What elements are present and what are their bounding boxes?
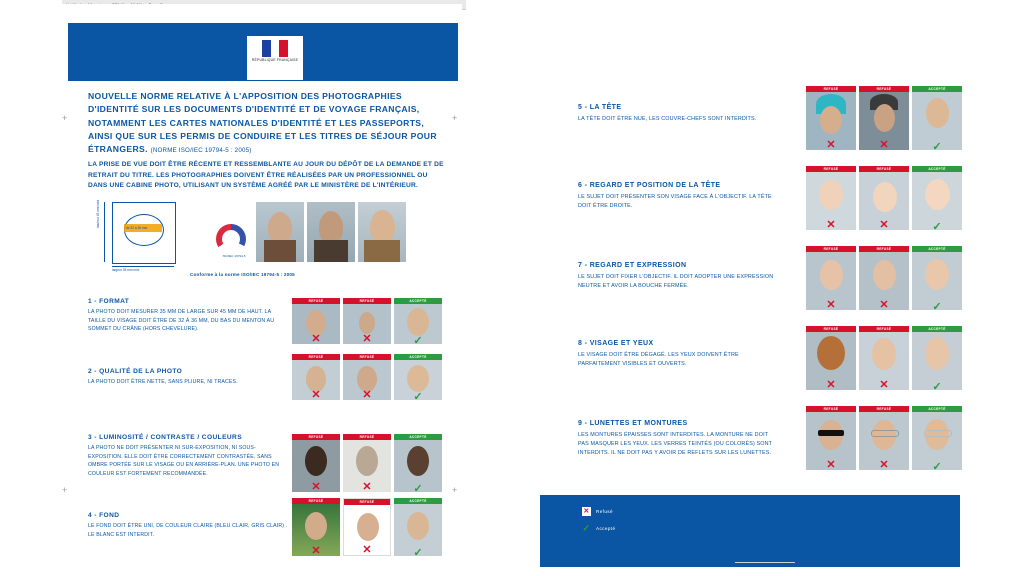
photo-rejected xyxy=(859,86,909,150)
legend-item-rejected xyxy=(582,507,613,516)
crop-mark: + xyxy=(452,485,458,495)
section-1-format xyxy=(88,298,288,334)
photo-tag: REFUSÉ xyxy=(859,326,909,332)
section-4-photo-row xyxy=(292,498,442,556)
photo-accepted xyxy=(394,354,442,400)
intro-paragraph: LA PRISE DE VUE DOIT ÊTRE RÉCENTE ET RESSEMBLANTE AU JOUR DU DÉPÔT DE LA DEMANDE ET DE RETRAIT DU TITRE. LES PHOTOGRAPHIES DOIVENT ÊTRE RÉALISÉES PAR UN PROFESSIONNEL OU DANS UNE CABINE PHOTO, UTILISANT UN SYSTÈME AGRÉÉ PAR LE MINISTÈRE DE L'INTÉRIEUR. xyxy=(88,161,444,190)
section-5-head xyxy=(578,104,778,124)
crop-mark: + xyxy=(62,113,68,123)
check-icon: ✓ xyxy=(932,381,942,390)
section-5-body: LA TÊTE DOIT ÊTRE NUE, LES COUVRE-CHEFS SONT INTERDITS. xyxy=(578,116,757,122)
diagram-width-label: largeur 35 mm mini xyxy=(112,268,140,272)
section-8-title: 8 - VISAGE ET YEUX xyxy=(578,340,654,347)
section-1-photo-row xyxy=(292,298,442,344)
section-9-title: 9 - LUNETTES ET MONTURES xyxy=(578,420,688,427)
section-3-title: 3 - LUMINOSITÉ / CONTRASTE / COULEURS xyxy=(88,434,243,441)
photo-rejected xyxy=(292,298,340,344)
section-7-photo-row xyxy=(806,246,962,310)
section-3-body: LA PHOTO NE DOIT PRÉSENTER NI SUR-EXPOSITION, NI SOUS-EXPOSITION. ELLE DOIT ÊTRE CORRECTEMENT CONTRASTÉE, SANS OMBRE PORTÉE SUR LE VISAGE OU EN ARRIÈRE-PLAN. UNE PHOTO EN COULEUR EST FORTEMENT RECOMMANDÉE. xyxy=(88,445,280,477)
section-8-body: LE VISAGE DOIT ÊTRE DÉGAGÉ. LES YEUX DOIVENT ÊTRE PARFAITEMENT VISIBLES ET OUVERTS. xyxy=(578,352,739,368)
section-4-body: LE FOND DOIT ÊTRE UNI, DE COULEUR CLAIRE (BLEU CLAIR, GRIS CLAIR) . LE BLANC EST INTERDIT. xyxy=(88,523,288,538)
cross-icon: ✕ xyxy=(362,333,372,344)
page-title-norm: (NORME ISO/IEC 19794-5 : 2005) xyxy=(150,147,252,155)
section-3-luminosity xyxy=(88,434,288,478)
cross-icon: ✕ xyxy=(826,459,836,470)
photo-rejected xyxy=(806,246,856,310)
diagram-face-label: de 32 à 36 mm xyxy=(126,226,148,230)
photo-accepted xyxy=(394,298,442,344)
photo-tag: REFUSÉ xyxy=(806,326,856,332)
iso-conformity-logo xyxy=(212,222,252,262)
check-icon: ✓ xyxy=(932,461,942,470)
check-icon: ✓ xyxy=(932,301,942,310)
section-5-title: 5 - LA TÊTE xyxy=(578,104,622,111)
photo-rejected xyxy=(343,434,391,492)
photo-tag: ACCEPTÉ xyxy=(394,434,442,440)
photo-tag: REFUSÉ xyxy=(292,434,340,440)
photo-tag: REFUSÉ xyxy=(806,246,856,252)
cross-icon: ✕ xyxy=(311,389,321,400)
photo-tag: REFUSÉ xyxy=(344,499,390,505)
photo-tag: ACCEPTÉ xyxy=(394,298,442,304)
cross-icon: ✕ xyxy=(826,299,836,310)
section-7-body: LE SUJET DOIT FIXER L'OBJECTIF. IL DOIT ADOPTER UNE EXPRESSION NEUTRE ET AVOIR LA BOUCHE FERMÉE. xyxy=(578,274,774,290)
cross-icon: ✕ xyxy=(362,389,372,400)
section-4-background xyxy=(88,512,288,539)
photo-tag: REFUSÉ xyxy=(343,354,391,360)
section-6-gaze-position xyxy=(578,182,778,211)
photo-rejected xyxy=(343,298,391,344)
photo-tag: REFUSÉ xyxy=(859,406,909,412)
cross-icon: ✕ xyxy=(879,379,889,390)
french-flag-icon xyxy=(262,40,288,57)
photo-accepted xyxy=(912,166,962,230)
section-6-title: 6 - REGARD ET POSITION DE LA TÊTE xyxy=(578,182,721,189)
sample-photo-row-top xyxy=(256,202,406,262)
photo-tag: ACCEPTÉ xyxy=(912,326,962,332)
photo-rejected xyxy=(292,354,340,400)
check-icon: ✓ xyxy=(413,547,423,556)
photo-rejected xyxy=(859,166,909,230)
cross-icon: ✕ xyxy=(583,508,590,515)
photo-tag: REFUSÉ xyxy=(292,498,340,504)
section-8-photo-row xyxy=(806,326,962,390)
check-icon: ✓ xyxy=(932,221,942,230)
cross-icon: ✕ xyxy=(826,139,836,150)
legend-item-accepted xyxy=(582,524,615,533)
photo-tag: REFUSÉ xyxy=(292,298,340,304)
sample-photo xyxy=(307,202,355,262)
section-2-quality xyxy=(88,368,288,387)
page-title-text: NOUVELLE NORME RELATIVE À L'APPOSITION DES PHOTOGRAPHIES D'IDENTITÉ SUR LES DOCUMENTS D'IDENTITÉ ET DE VOYAGE FRANÇAIS, NOTAMMENT LES CARTES NATIONALES D'IDENTITÉ ET LES PASSEPORTS, AINSI QUE SUR LES PERMIS DE CONDUIRE ET LES TITRES DE SÉJOUR POUR ÉTRANGERS. xyxy=(88,91,437,155)
section-2-photo-row xyxy=(292,354,442,400)
check-icon: ✓ xyxy=(413,483,423,492)
cross-icon: ✕ xyxy=(879,459,889,470)
photo-rejected xyxy=(806,326,856,390)
legend-label-accepted: Accepté xyxy=(596,526,616,531)
section-2-title: 2 - QUALITÉ DE LA PHOTO xyxy=(88,368,183,375)
photo-tag: REFUSÉ xyxy=(806,406,856,412)
cross-icon: ✕ xyxy=(362,544,372,556)
photo-rejected xyxy=(343,354,391,400)
photo-tag: ACCEPTÉ xyxy=(912,86,962,92)
photo-tag: REFUSÉ xyxy=(806,166,856,172)
legend-panel xyxy=(540,495,960,567)
cross-icon: ✕ xyxy=(311,333,321,344)
diagram-height-line xyxy=(104,202,105,262)
cross-icon: ✕ xyxy=(311,545,321,556)
photo-rejected xyxy=(806,406,856,470)
cross-icon: ✕ xyxy=(879,139,889,150)
sample-photo xyxy=(256,202,304,262)
page-footer-rule xyxy=(735,562,795,563)
photo-accepted xyxy=(394,498,442,556)
section-6-photo-row xyxy=(806,166,962,230)
sample-photo xyxy=(358,202,406,262)
format-diagram xyxy=(96,198,208,270)
section-1-title: 1 - FORMAT xyxy=(88,298,130,305)
photo-tag: REFUSÉ xyxy=(806,86,856,92)
photo-tag: ACCEPTÉ xyxy=(912,406,962,412)
photo-accepted xyxy=(912,246,962,310)
cross-icon: ✕ xyxy=(362,481,372,492)
photo-tag: REFUSÉ xyxy=(343,434,391,440)
section-6-body: LE SUJET DOIT PRÉSENTER SON VISAGE FACE À L'OBJECTIF. LA TÊTE DOIT ÊTRE DROITE. xyxy=(578,194,772,210)
crop-mark: + xyxy=(62,485,68,495)
french-republic-emblem xyxy=(247,36,303,80)
section-7-expression xyxy=(578,262,778,291)
page-title xyxy=(88,90,448,157)
cross-icon: ✕ xyxy=(879,219,889,230)
cross-icon: ✕ xyxy=(826,219,836,230)
photo-tag: REFUSÉ xyxy=(343,298,391,304)
section-7-title: 7 - REGARD ET EXPRESSION xyxy=(578,262,687,269)
photo-rejected xyxy=(859,406,909,470)
iso-logo-inner xyxy=(222,230,240,248)
check-icon: ✓ xyxy=(932,141,942,150)
photo-accepted xyxy=(912,326,962,390)
photo-accepted xyxy=(912,86,962,150)
photo-accepted xyxy=(394,434,442,492)
section-9-photo-row xyxy=(806,406,962,470)
photo-rejected xyxy=(806,86,856,150)
photo-rejected xyxy=(859,326,909,390)
section-8-face-eyes xyxy=(578,340,778,369)
cross-icon: ✕ xyxy=(826,379,836,390)
photo-tag: REFUSÉ xyxy=(859,86,909,92)
section-1-body: LA PHOTO DOIT MESURER 35 MM DE LARGE SUR 45 MM DE HAUT. LA TAILLE DU VISAGE DOIT ÊTRE DE 32 À 36 MM, DU BAS DU MENTON AU SOMMET DU CRÂNE (HORS CHEVELURE). xyxy=(88,309,275,333)
check-icon: ✓ xyxy=(413,335,423,344)
photo-tag: REFUSÉ xyxy=(859,166,909,172)
photo-tag: REFUSÉ xyxy=(292,354,340,360)
photo-rejected xyxy=(859,246,909,310)
photo-tag: ACCEPTÉ xyxy=(394,498,442,504)
check-icon: ✓ xyxy=(582,523,591,533)
photo-tag: REFUSÉ xyxy=(859,246,909,252)
check-icon: ✓ xyxy=(413,391,423,400)
cross-icon: ✕ xyxy=(311,481,321,492)
photo-tag: ACCEPTÉ xyxy=(912,246,962,252)
section-4-title: 4 - FOND xyxy=(88,512,120,519)
iso-caption: Conforme à la norme ISO/IEC 19794-5 : 2005 xyxy=(190,272,295,277)
photo-accepted xyxy=(912,406,962,470)
emblem-caption: RÉPUBLIQUE FRANÇAISE xyxy=(251,58,299,62)
section-3-photo-row xyxy=(292,434,442,492)
iso-logo-caption: ISO/IEC 19794-5 xyxy=(222,254,246,258)
photo-rejected xyxy=(806,166,856,230)
section-9-glasses xyxy=(578,420,778,459)
diagram-width-line xyxy=(112,266,174,267)
photo-rejected xyxy=(292,498,340,556)
section-2-body: LA PHOTO DOIT ÊTRE NETTE, SANS PLIURE, NI TRACES. xyxy=(88,379,238,385)
section-5-photo-row xyxy=(806,86,962,150)
photo-tag: ACCEPTÉ xyxy=(912,166,962,172)
photo-rejected xyxy=(343,498,391,556)
legend-label-rejected: Refusé xyxy=(596,509,613,514)
section-9-body: LES MONTURES ÉPAISSES SONT INTERDITES. LA MONTURE NE DOIT PAS MASQUER LES YEUX. LES VERRES TEINTÉS (OU COLORÉS) SONT INTERDITS. IL NE DOIT PAS Y AVOIR DE REFLETS SUR LES LUNETTES. xyxy=(578,432,773,457)
diagram-height-label: hauteur 45 mm mini xyxy=(96,199,100,228)
crop-mark: + xyxy=(452,113,458,123)
photo-rejected xyxy=(292,434,340,492)
cross-icon: ✕ xyxy=(879,299,889,310)
photo-tag: ACCEPTÉ xyxy=(394,354,442,360)
